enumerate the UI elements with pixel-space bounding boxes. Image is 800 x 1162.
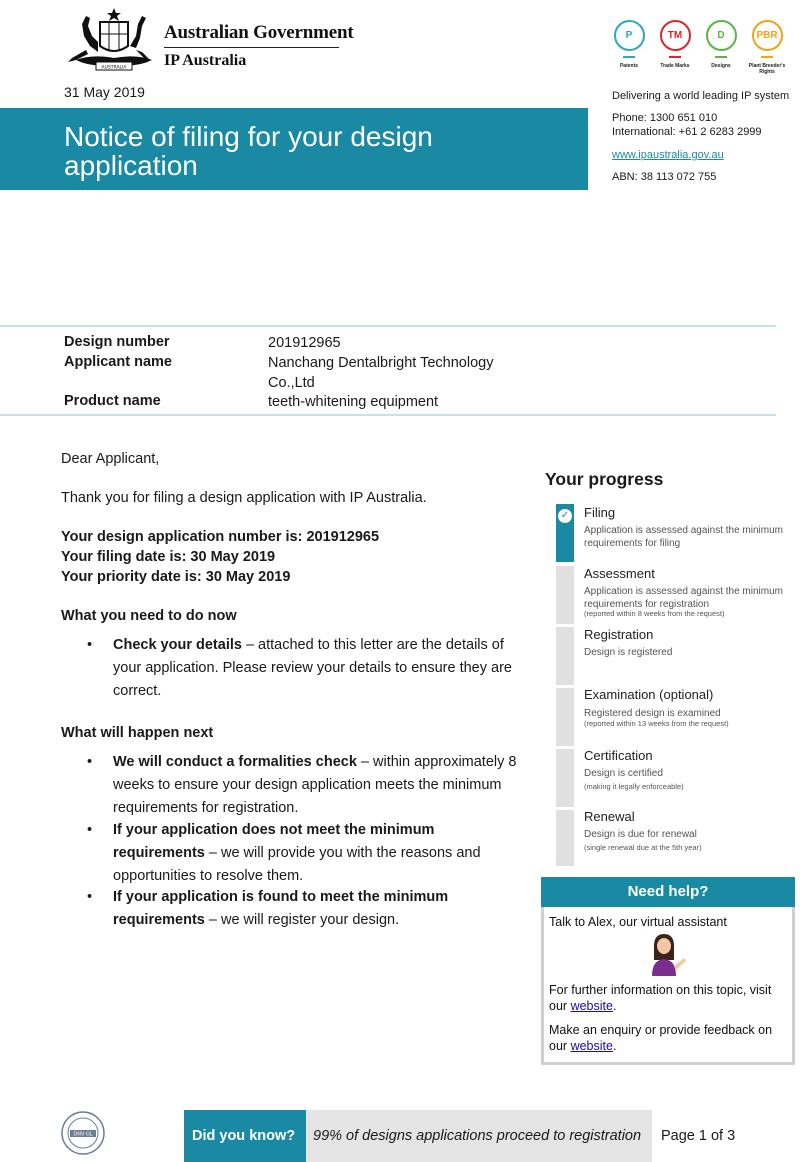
step-filing-name: Filing [584, 505, 616, 520]
progress-bar-examination [556, 688, 574, 746]
enquiry-text: Make an enquiry or provide feedback on our website. [549, 1023, 773, 1053]
progress-bar-renewal [556, 810, 574, 866]
website-link-info[interactable]: website [570, 999, 613, 1013]
coat-of-arms-logo [62, 6, 158, 74]
patents-icon [606, 20, 652, 69]
pbr-icon-letter: PBR [752, 20, 783, 51]
page-number: Page 1 of 3 [661, 1128, 736, 1144]
intro-paragraph: Thank you for filing a design application with IP Australia. [61, 490, 427, 506]
product-name-label: Product name [64, 393, 161, 409]
did-you-know-fact: 99% of designs applications proceed to registration [306, 1110, 652, 1162]
step-registration-desc: Design is registered [584, 647, 673, 658]
step-registration-name: Registration [584, 627, 654, 642]
step-filing-desc: Application is assessed against the minimum requirements for filing [584, 525, 783, 549]
todo-item-text: – attached to this letter are the details of your application. Please review your details to ensure they are correct. [113, 637, 512, 699]
next-item-3-bold: If your application is found to meet the minimum requirements [113, 889, 449, 928]
todo-item-bold: Check your details [113, 637, 242, 653]
page-title: Notice of filing for your design application [64, 121, 433, 181]
step-examination-name: Examination (optional) [584, 687, 714, 702]
dnv-certification-logo [60, 1110, 106, 1156]
need-help-title: Need help? [541, 877, 795, 907]
applicant-name-value-line2: Co.,Ltd [268, 375, 315, 391]
title-banner [0, 108, 588, 190]
todo-item [113, 634, 528, 703]
greeting: Dear Applicant, [61, 451, 160, 467]
virtual-assistant-avatar-icon[interactable] [644, 932, 690, 978]
filing-date-line: Your filing date is: 30 May 2019 [61, 549, 276, 565]
step-certification-desc: Design is certified [584, 768, 663, 779]
progress-bar-registration [556, 627, 574, 685]
progress-bar-certification [556, 749, 574, 807]
trade-marks-icon-label: Trade Marks [660, 63, 690, 69]
next-item-1-bold: We will conduct a formalities check [113, 754, 357, 770]
next-item-2-bold: If your application does not meet the minimum requirements [113, 822, 435, 861]
step-examination-note: (reported within 13 weeks from the request) [584, 719, 729, 728]
government-name: Australian Government [164, 22, 354, 43]
plant-breeders-rights-icon [744, 20, 790, 75]
virtual-assistant-text: Talk to Alex, our virtual assistant [549, 915, 727, 929]
ip-rights-icons [606, 20, 796, 82]
next-item-2 [113, 819, 528, 888]
step-renewal-note: (single renewal due at the 5th year) [584, 843, 702, 852]
checkmark-icon: ✓ [558, 509, 572, 523]
next-item-1 [113, 751, 528, 820]
step-certification-note: (making it legally enforceable) [584, 782, 684, 791]
details-top-rule [0, 325, 776, 327]
applicant-name-value-line1: Nanchang Dentalbright Technology [268, 355, 494, 371]
phone: Phone: 1300 651 010 [612, 112, 718, 124]
next-item-3-text: – we will register your design. [204, 912, 400, 928]
abn: ABN: 38 113 072 755 [612, 171, 717, 183]
todo-heading: What you need to do now [61, 608, 237, 624]
logo-divider [164, 47, 339, 48]
step-renewal-desc: Design is due for renewal [584, 829, 697, 840]
further-info-label: For further information on this topic, visit our [549, 983, 772, 1013]
website-link[interactable]: www.ipaustralia.gov.au [612, 149, 724, 161]
application-number-line: Your design application number is: 201912965 [61, 529, 380, 545]
step-examination-desc: Registered design is examined [584, 708, 721, 719]
further-info-text: For further information on this topic, visit our website. [549, 983, 772, 1013]
design-number-label: Design number [64, 334, 170, 350]
next-item-1-text: – within approximately 8 weeks to ensure your design application meets the minimum requirements for registration. [113, 754, 517, 816]
international-phone: International: +61 2 6283 2999 [612, 126, 762, 138]
step-assessment-note: (reported within 8 weeks from the request) [584, 609, 725, 618]
designs-icon [698, 20, 744, 69]
next-item-3 [113, 886, 528, 932]
svg-text:AUSTRALIA: AUSTRALIA [101, 65, 127, 71]
patents-icon-letter: P [614, 20, 645, 51]
step-certification-name: Certification [584, 748, 653, 763]
step-assessment-desc: Application is assessed against the minimum requirements for registration [584, 586, 783, 610]
letter-date: 31 May 2019 [64, 84, 145, 100]
step-assessment-name: Assessment [584, 566, 655, 581]
designs-icon-label: Designs [711, 63, 731, 69]
priority-date-line: Your priority date is: 30 May 2019 [61, 569, 291, 585]
progress-bar-assessment [556, 566, 574, 624]
enquiry-label: Make an enquiry or provide feedback on our [549, 1023, 773, 1053]
website-link-enquiry[interactable]: website [570, 1039, 613, 1053]
designs-icon-letter: D [706, 20, 737, 51]
trade-marks-icon-letter: TM [660, 20, 691, 51]
agency-name: IP Australia [164, 52, 247, 69]
applicant-name-label: Applicant name [64, 354, 172, 370]
did-you-know-label: Did you know? [184, 1110, 306, 1162]
product-name-value: teeth-whitening equipment [268, 394, 439, 410]
next-item-2-text: – we will provide you with the reasons and opportunities to resolve them. [113, 845, 481, 884]
progress-title: Your progress [545, 469, 664, 489]
details-bottom-rule [0, 414, 776, 416]
design-number-value: 201912965 [268, 335, 341, 351]
next-heading: What will happen next [61, 725, 214, 741]
pbr-icon-label: Plant Breeder's Rights [748, 63, 786, 75]
dnv-logo-text: DNV·GL [73, 1131, 93, 1138]
trade-marks-icon [652, 20, 698, 69]
patents-icon-label: Patents [619, 63, 639, 69]
tagline: Delivering a world leading IP system [612, 90, 790, 102]
step-renewal-name: Renewal [584, 809, 635, 824]
